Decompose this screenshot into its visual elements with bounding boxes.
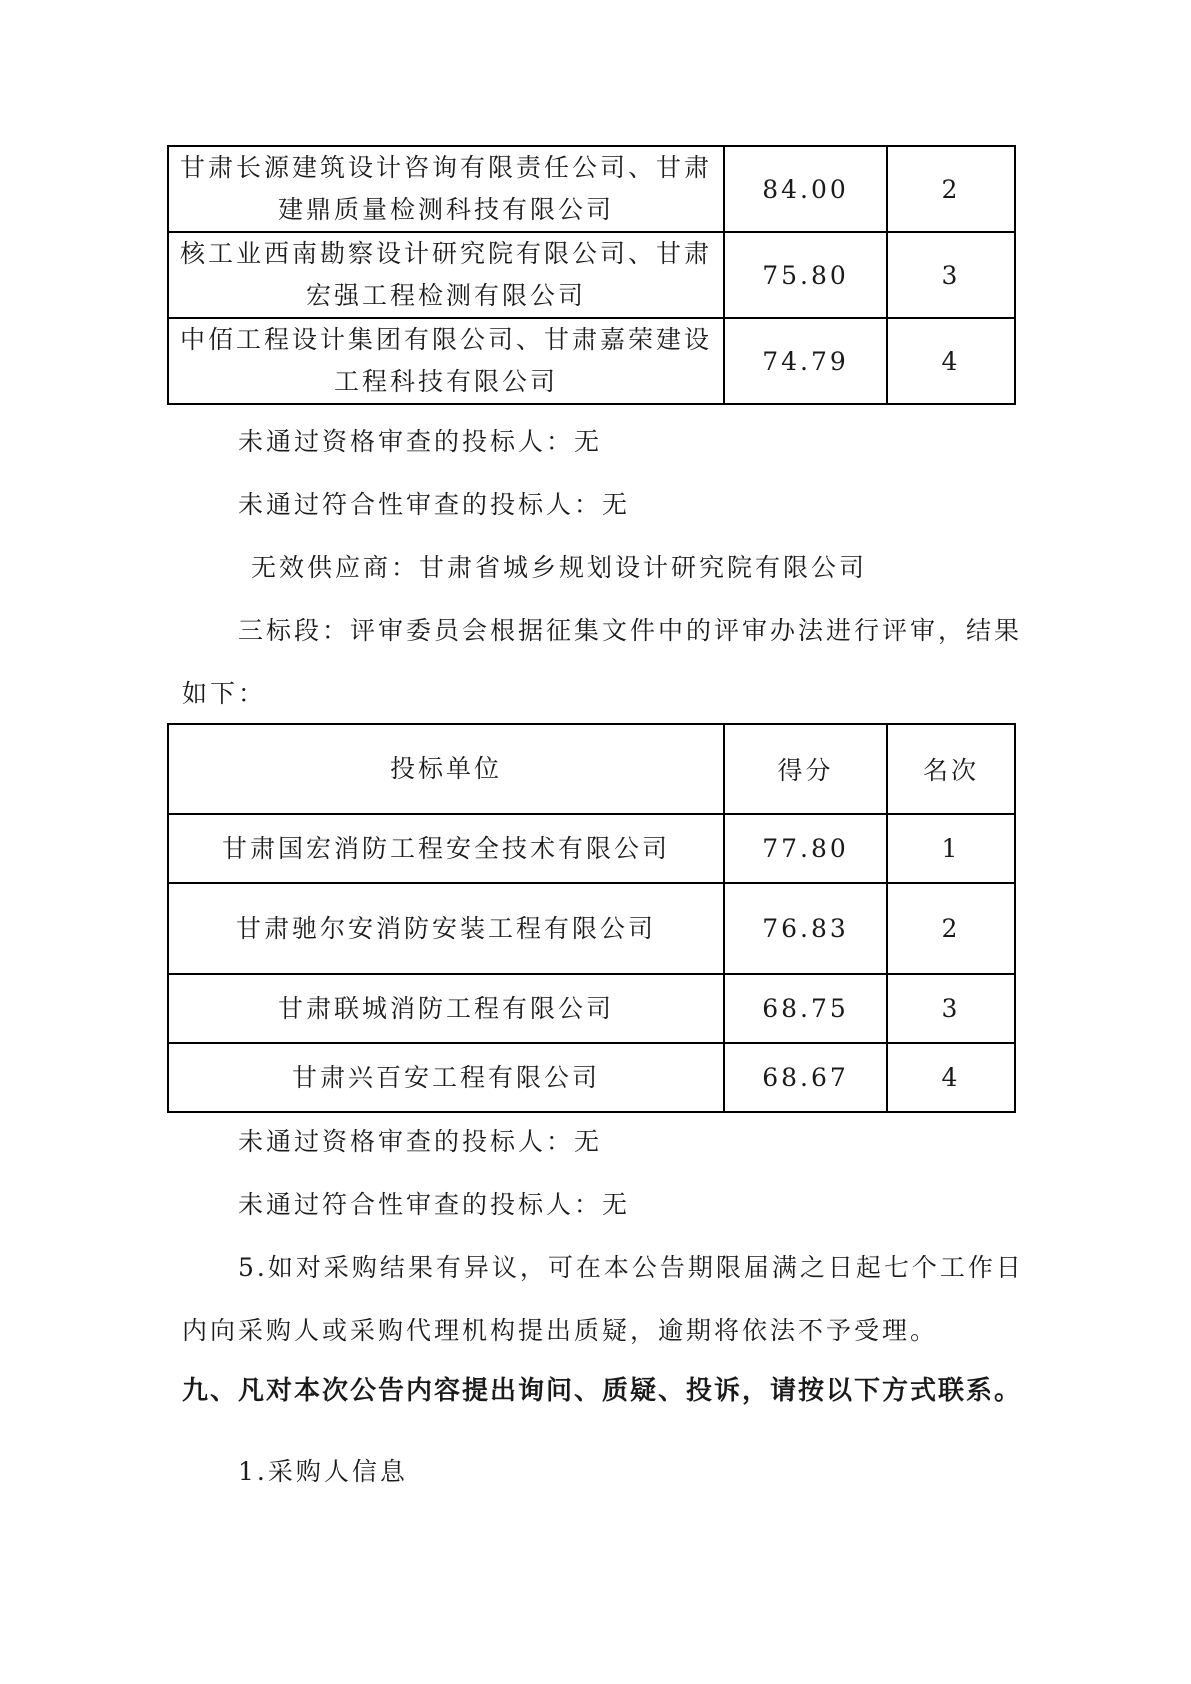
purchaser-info-item: 1.采购人信息	[238, 1457, 408, 1486]
table-row	[168, 232, 1015, 318]
bidder-score: 75.80	[724, 232, 887, 318]
bidder-name: 中佰工程设计集团有限公司、甘肃嘉荣建设工程科技有限公司	[168, 318, 724, 404]
lot3-intro-line2: 如下：	[182, 679, 267, 708]
header-score: 得分	[724, 724, 887, 814]
bidder-name: 甘肃长源建筑设计咨询有限责任公司、甘肃建鼎质量检测科技有限公司	[168, 146, 724, 232]
failed-qualification-note: 未通过资格审查的投标人：无	[238, 427, 603, 456]
bidder-name: 核工业西南勘察设计研究院有限公司、甘肃宏强工程检测有限公司	[168, 232, 724, 318]
header-rank: 名次	[887, 724, 1015, 814]
failed-conformity-note: 未通过符合性审查的投标人：无	[238, 490, 631, 519]
failed-conformity-note: 未通过符合性审查的投标人：无	[238, 1190, 631, 1219]
table-row	[168, 974, 1015, 1043]
lot3-results-table	[167, 723, 1016, 1113]
lot2-results-table-continued	[167, 145, 1016, 405]
bidder-name: 甘肃兴百安工程有限公司	[168, 1043, 724, 1112]
table-row	[168, 318, 1015, 404]
lot3-intro-line1: 三标段：评审委员会根据征集文件中的评审办法进行评审，结果	[238, 616, 1023, 645]
bidder-rank: 1	[887, 814, 1015, 883]
failed-qualification-note: 未通过资格审查的投标人：无	[238, 1127, 603, 1156]
bidder-score: 68.75	[724, 974, 887, 1043]
table-row	[168, 883, 1015, 974]
bidder-name: 甘肃联城消防工程有限公司	[168, 974, 724, 1043]
bidder-rank: 4	[887, 1043, 1015, 1112]
objection-paragraph-line2: 内向采购人或采购代理机构提出质疑，逾期将依法不予受理。	[182, 1316, 939, 1345]
table-header-row	[168, 724, 1015, 814]
bidder-rank: 3	[887, 232, 1015, 318]
objection-paragraph-line1: 5.如对采购结果有异议，可在本公告期限届满之日起七个工作日	[238, 1253, 1024, 1282]
bidder-name: 甘肃国宏消防工程安全技术有限公司	[168, 814, 724, 883]
table-row	[168, 146, 1015, 232]
header-bidder: 投标单位	[168, 724, 724, 814]
section-heading-contact: 九、凡对本次公告内容提出询问、质疑、投诉，请按以下方式联系。	[182, 1376, 1023, 1406]
bidder-rank: 2	[887, 146, 1015, 232]
bidder-score: 76.83	[724, 883, 887, 974]
bidder-score: 84.00	[724, 146, 887, 232]
bidder-rank: 3	[887, 974, 1015, 1043]
table-row	[168, 814, 1015, 883]
bidder-score: 68.67	[724, 1043, 887, 1112]
bidder-name: 甘肃驰尔安消防安装工程有限公司	[168, 883, 724, 974]
bidder-rank: 2	[887, 883, 1015, 974]
bidder-rank: 4	[887, 318, 1015, 404]
table-row	[168, 1043, 1015, 1112]
bidder-score: 74.79	[724, 318, 887, 404]
invalid-supplier-note: 无效供应商：甘肃省城乡规划设计研究院有限公司	[251, 553, 868, 582]
bidder-score: 77.80	[724, 814, 887, 883]
